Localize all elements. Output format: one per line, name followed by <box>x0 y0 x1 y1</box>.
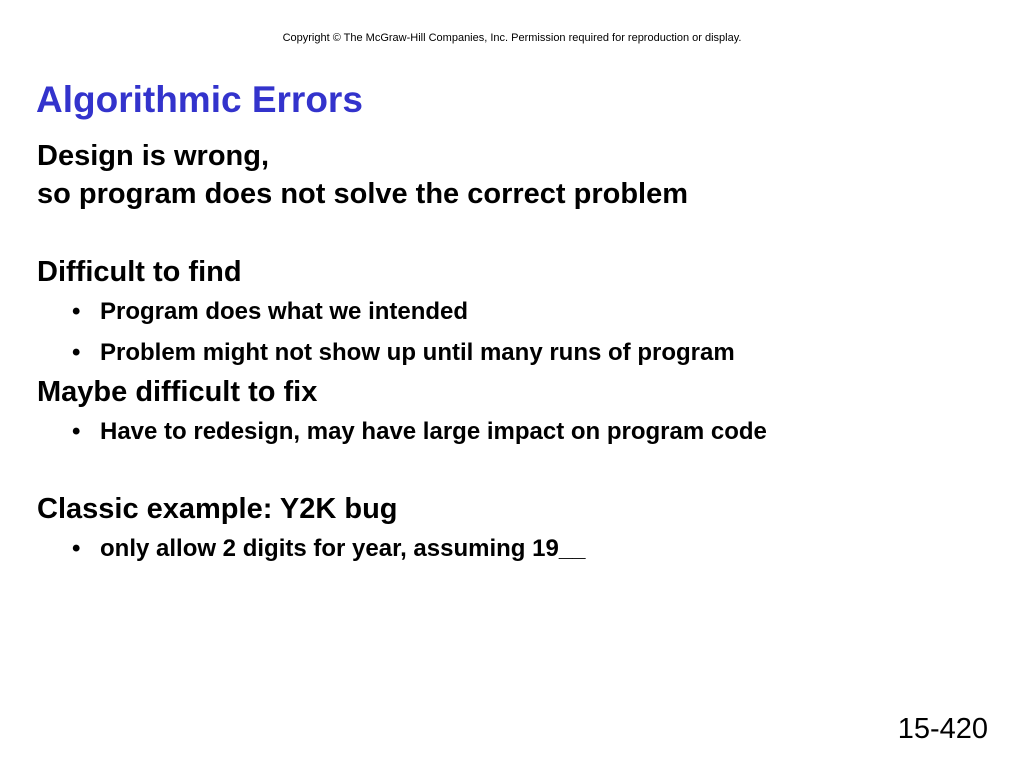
section-design-line-1: Design is wrong, <box>37 140 270 172</box>
bullet-list-difficult-to-find <box>37 291 997 373</box>
section-difficult-to-find: Difficult to find <box>37 256 242 288</box>
bullet-icon: • <box>72 339 81 366</box>
bullet-icon: • <box>72 535 81 562</box>
list-item-text: Have to redesign, may have large impact on program code <box>100 418 767 445</box>
slide-number: 15-420 <box>897 713 988 745</box>
list-item-text: Problem might not show up until many runs of program <box>100 339 735 366</box>
list-item <box>72 411 997 452</box>
spacer <box>37 452 997 490</box>
bullet-icon: • <box>72 418 81 445</box>
section-classic-example: Classic example: Y2K bug <box>37 493 398 525</box>
bullet-list-difficult-to-fix <box>37 411 997 452</box>
list-item <box>72 291 997 332</box>
slide-body <box>37 137 997 569</box>
list-item <box>72 528 997 569</box>
slide-title: Algorithmic Errors <box>36 79 363 120</box>
copyright-notice: Copyright © The McGraw-Hill Companies, Inc. Permission required for reproduction or display. <box>282 32 742 44</box>
list-item <box>72 332 997 373</box>
section-difficult-to-fix: Maybe difficult to fix <box>37 376 318 408</box>
spacer <box>37 213 997 253</box>
bullet-icon: • <box>72 298 81 325</box>
list-item-text: Program does what we intended <box>100 298 469 325</box>
list-item-text: only allow 2 digits for year, assuming 19__ <box>100 535 586 562</box>
section-design-line-2: so program does not solve the correct problem <box>37 178 689 210</box>
bullet-list-classic-example <box>37 528 997 569</box>
